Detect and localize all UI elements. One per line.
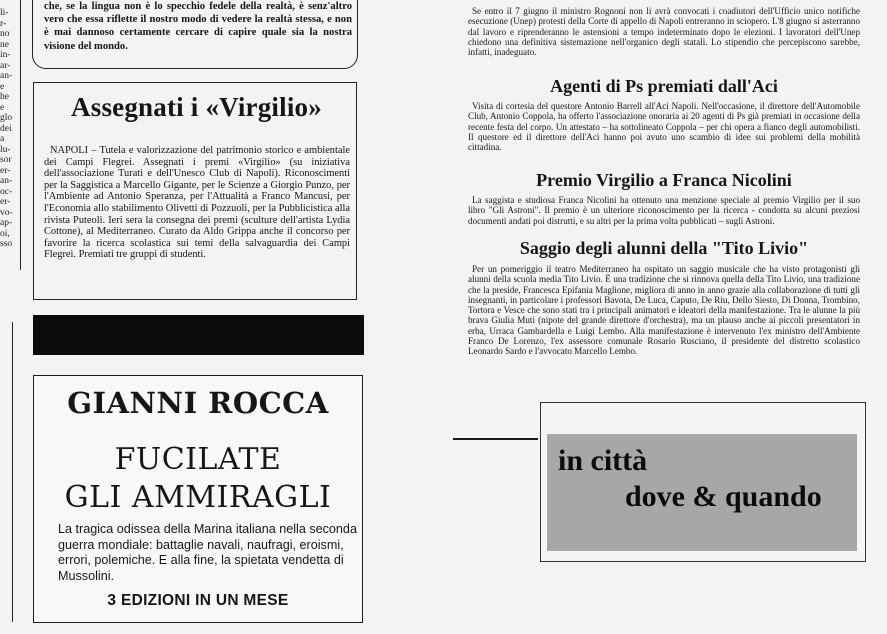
virgilio-headline: Assegnati i «Virgilio» — [71, 92, 322, 122]
column-divider — [12, 322, 13, 622]
left-fragment: ar- — [0, 60, 11, 71]
left-fragment: an- — [0, 71, 13, 81]
ad-title-line1: FUCILATE — [114, 442, 282, 477]
left-column-fragment — [0, 0, 20, 634]
left-fragment: e — [0, 102, 5, 113]
quote-text: che, se la lingua non è lo specchio fedele della realtà, è senz'altro vero che essa riflette il nostro modo di vedere la realtà stessa, e non è mai dannoso certamente cercare di capire quale sia la nostra visione del mondo. — [44, 1, 352, 52]
aci-body: Visita di cortesia del questore Antonio Barrell all'Aci Napoli. Nell'occasione, il direttore dell'Automobile Club, Antonio Coppola, ha offerto l'associazione onoraria ai 20 agenti di Ps già premiati in occasione della recente festa del corpo. Un attestato – ha sottolineato Coppola – per chi opera a fianco degli automobilisti. Il questore ed il direttore dell'Aci hanno poi avuto uno scambio di idee sui problemi della mobilità cittadina. — [468, 101, 860, 153]
left-fragment: oi, — [0, 228, 10, 239]
ad-description: La tragica odissea della Marina italiana nella seconda guerra mondiale: battaglie navali, naufragi, eroismi, errori, polemiche. E alla fine, la spietata vendetta di Mussolini. — [58, 522, 357, 583]
left-fragment: ne — [0, 39, 9, 50]
left-fragment: r- — [0, 18, 7, 29]
left-fragment: ap- — [0, 218, 13, 228]
left-fragment: an- — [0, 176, 13, 186]
section-rule — [453, 438, 538, 440]
ad-footer: 3 EDIZIONI IN UN MESE — [107, 592, 289, 609]
tito-livio-headline: Saggio degli alunni della "Tito Livio" — [519, 238, 809, 258]
left-fragment: vo- — [0, 207, 13, 218]
left-fragment: a — [0, 134, 5, 144]
city-guide-title: in città — [558, 444, 648, 477]
virgilio-body: NAPOLI – Tutela e valorizzazione del patrimonio storico e ambientale dei Campi Flegrei. Assegnati i premi «Virgilio» (su iniziativa dell'associazione Turati e dell'Unesco Club di Napoli). Riconoscimenti per la Saggistica a Marcello Gigante, per le Scienze a Giorgio Punzo, per l'Ambiente ad Antonio Speranza, per l'Attualità a Franco Mancusi, per l'Economia allo stabilimento Olivetti di Pozzuoli, per la Pubblicistica alla rivista Puteoli. Ieri sera la consegna dei premi (sculture dell'artista Lydia Cottone), al Mediterraneo. Curato da Aldo Grippa anche il concorso per favorire la ricerca scolastica sui temi della salvaguardia dei Campi Flegrei. Premiati tre gruppi di studenti. — [44, 145, 350, 261]
aci-headline: Agenti di Ps premiati dall'Aci — [550, 76, 778, 96]
nicolini-body: La saggista e studiosa Franca Nicolini ha ottenuto una menzione speciale al premio Virgilio per il suo libro "Gli Astroni". Il premio è un ulteriore riconoscimento per la ricerca - condotta su alcuni preziosi documenti andati poi distrutti, e su altri per la prima volta pubblicati – sugli Astroni. — [468, 195, 860, 226]
tito-livio-body: Per un pomeriggio il teatro Mediterraneo ha ospitato un saggio musicale che ha visto protagonisti gli alunni della scuola media Tito Livio. È una tradizione che si rinnova quella della Tito Livio, una tradizione che la preside, Francesca Epifania Maglione, migliora di anno in anno grazie alla collaborazione di tutti gli insegnanti, in particolare i professori Bavota, De Luca, Caputo, De Riu, Dello Siesto, Di Donna, Trombino, Tortora e Vesce che sono stati tra i principali animatori e ideatori della manifestazione. Tra le alunne la più brava Giulia Muti (nipote del grande direttore d'orchestra), ma un plauso anche ai piccoli presentatori in erba, Urraca Gambardella e Luigi Lembo. Alla manifestazione è intervenuto l'ex ministro dell'Ambiente Franco De Lorenzo, l'ex assessore comunale Rosario Rusciano, il presidente del distretto scolastico Leonardo Sardo e l'avvocato Marcello Lembo. — [468, 264, 860, 357]
left-fragment: li- — [0, 8, 9, 18]
left-fragment: oc- — [0, 186, 13, 197]
left-fragment: glo — [0, 113, 13, 123]
nicolini-headline: Premio Virgilio a Franca Nicolini — [536, 170, 792, 190]
left-fragment: sor — [0, 155, 12, 165]
left-fragment: er- — [0, 197, 11, 207]
unep-strike-article: Se entro il 7 giugno il ministro Rognoni non li avrà convocati i coadiutori dell'Ufficio unico notifiche esecuzione (Unep) protesti della Corte di appello di Napoli entreranno in sciopero. L'8 giugno si asterranno dal lavoro e riprenderanno le astensioni a tempo indeterminato dopo le elezioni. I lavoratori dell'Unep chiedono una definitiva sistemazione nell'organico degli statali. Lo stipendio che percepiscono sarebbe, infatti, inadeguato. — [468, 6, 860, 58]
left-fragment: sso — [0, 239, 13, 249]
left-fragment: dei — [0, 123, 12, 134]
left-fragment: he — [0, 92, 9, 102]
ad-title-line2: GLI AMMIRAGLI — [64, 480, 332, 515]
left-fragment: in- — [0, 50, 11, 60]
ad-author: GIANNI ROCCA — [67, 386, 329, 420]
city-guide-subtitle: dove & quando — [625, 480, 822, 513]
black-banner — [33, 315, 364, 355]
left-fragment: e — [0, 81, 5, 92]
left-fragment: er- — [0, 165, 11, 176]
column-divider — [20, 0, 21, 270]
left-fragment: lu- — [0, 144, 11, 155]
left-fragment: no — [0, 29, 10, 39]
